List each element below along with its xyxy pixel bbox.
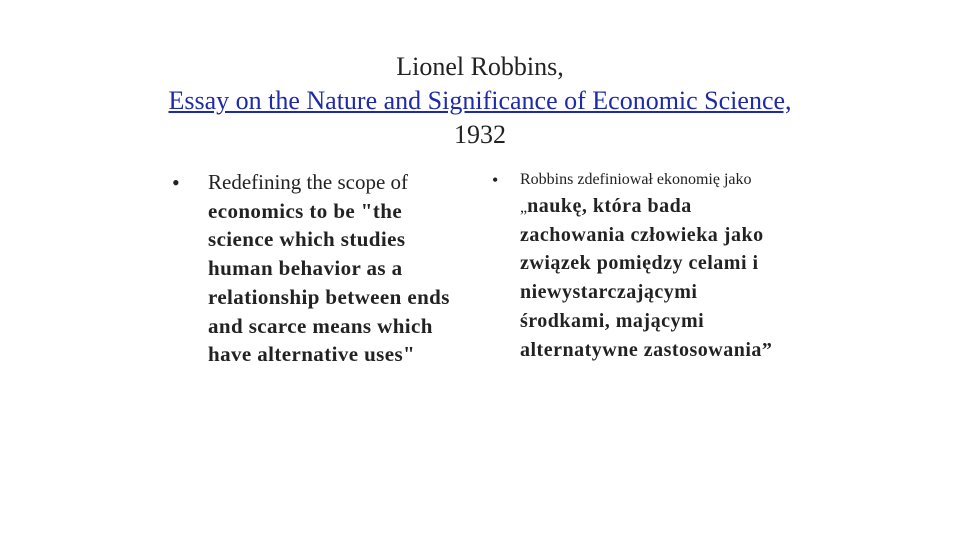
title-essay-link[interactable]: Essay on the Nature and Significance of Economic Science, <box>168 86 792 115</box>
polish-lead: Robbins zdefiniował ekonomię jako „ <box>520 171 752 216</box>
polish-text <box>520 168 792 364</box>
title-author: Lionel Robbins, <box>396 52 564 81</box>
slide-title <box>150 50 810 152</box>
bullet-dot: • <box>492 170 499 190</box>
english-text <box>208 168 462 369</box>
bullet-dot: • <box>172 170 180 195</box>
polish-bullet <box>492 168 792 364</box>
title-year: 1932 <box>454 120 506 149</box>
english-quote: economics to be "the science which studies human behavior as a relationship between ends and scarce means which have alternative uses" <box>208 198 450 367</box>
english-lead: Redefining the scope of <box>208 170 409 194</box>
english-bullet <box>172 168 462 369</box>
polish-quote: naukę, która bada zachowania człowieka jako związek pomiędzy celami i niewystarczającymi środkami, mającymi alternatywne zastosowania” <box>520 195 773 361</box>
